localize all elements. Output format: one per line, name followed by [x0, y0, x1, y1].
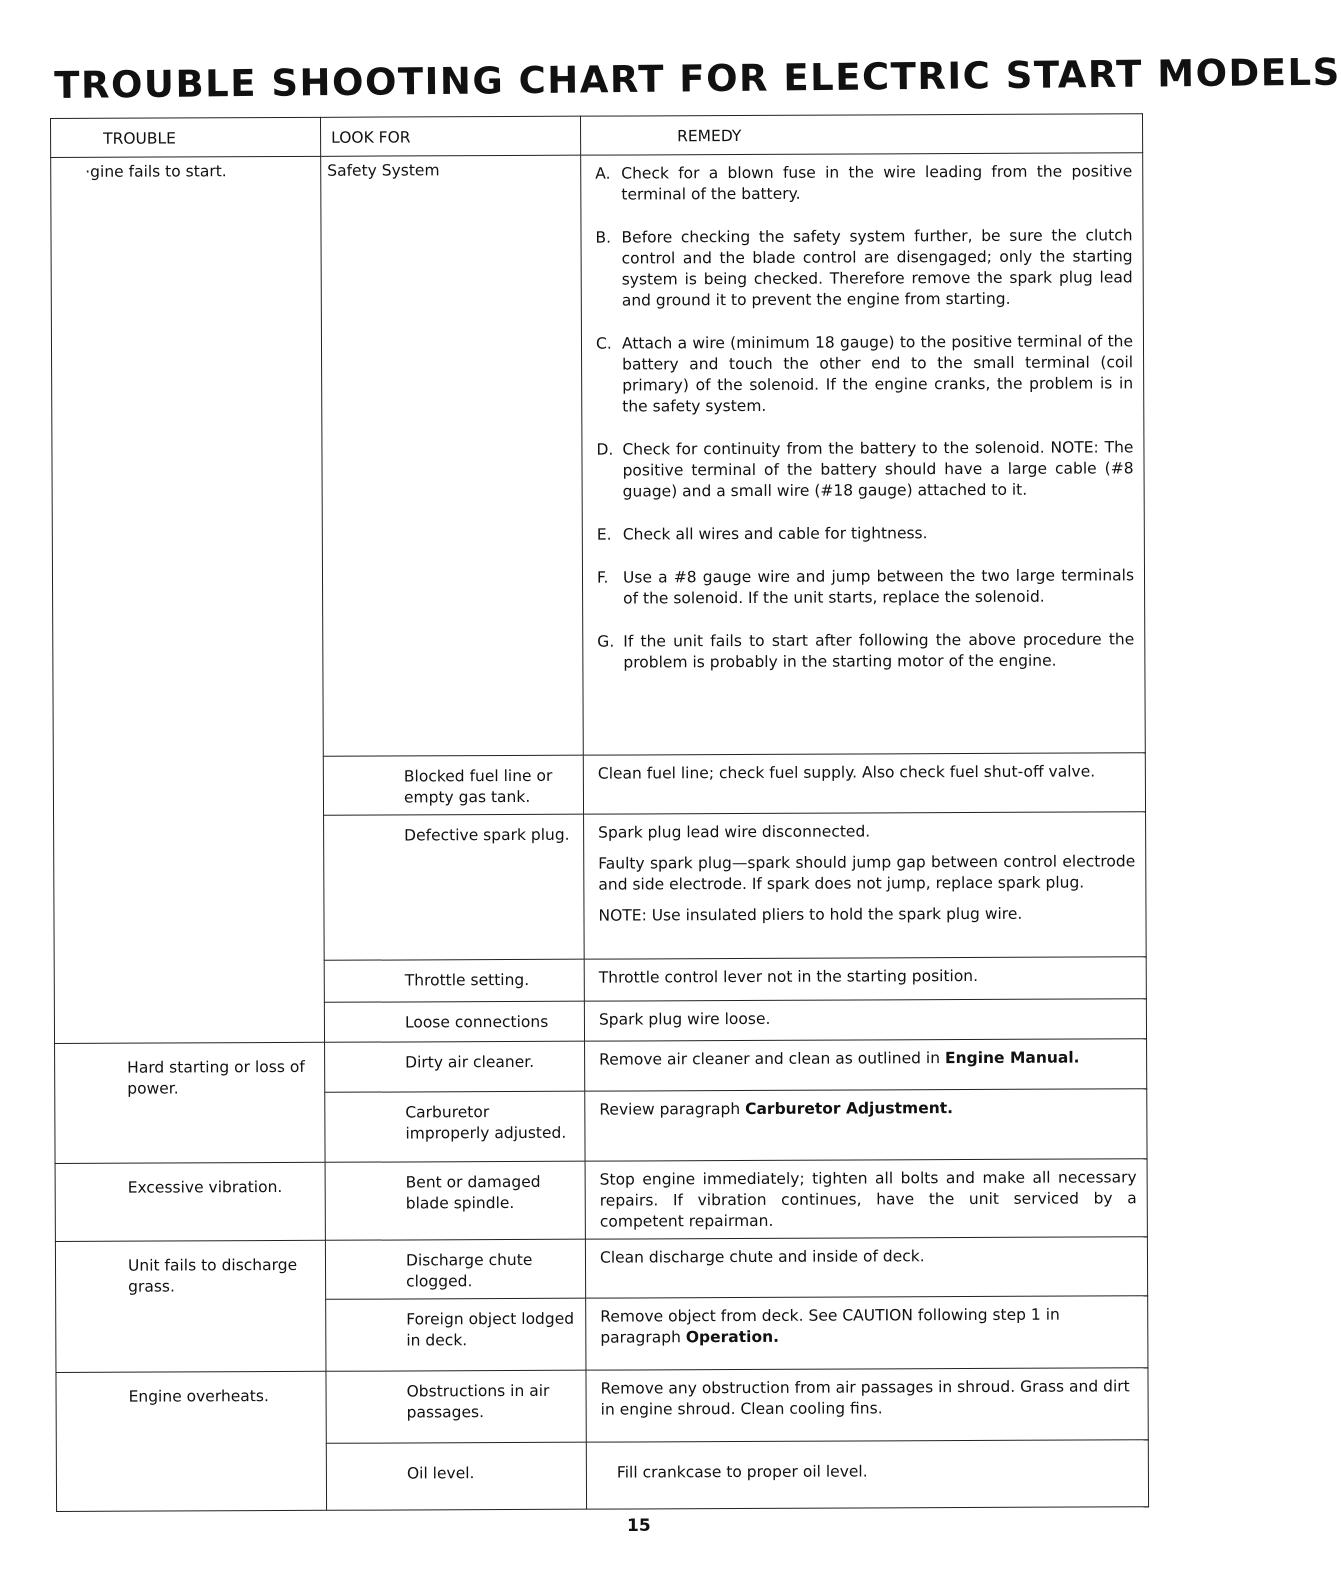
- remedy-cell: Stop engine immediately; tighten all bolts and make all necessary repairs. If vibration continues, have the unit serviced by a competent repairman.: [585, 1159, 1147, 1239]
- remedy-cell: [581, 153, 1146, 755]
- page-number: 15: [627, 1516, 651, 1536]
- remedy-reference: Carburetor Adjustment.: [745, 1099, 954, 1118]
- step-letter: F.: [596, 568, 609, 587]
- look-for-cell: Blocked fuel line or empty gas tank.: [323, 755, 583, 815]
- remedy-cell: Clean discharge chute and inside of deck.: [585, 1237, 1147, 1298]
- table-row: [55, 1237, 1147, 1301]
- page-title: TROUBLE SHOOTING CHART FOR ELECTRIC START MODELS: [54, 50, 1341, 107]
- look-for-cell: Dirty air cleaner.: [325, 1041, 585, 1092]
- trouble-shooting-table: [50, 113, 1149, 1512]
- remedy-reference: Engine Manual.: [944, 1048, 1080, 1068]
- remedy-cell: Spark plug wire loose.: [584, 999, 1146, 1041]
- remedy-paragraph: Faulty spark plug—spark should jump gap between control electrode and side electrode. If spark does not jump, replace spark plug.: [598, 852, 1136, 894]
- step-text: Check all wires and cable for tightness.: [622, 524, 928, 544]
- table-row: [55, 1039, 1147, 1094]
- look-for-cell: Oil level.: [326, 1442, 586, 1510]
- remedy-step: [595, 161, 1132, 205]
- look-for-cell: Foreign object lodged in deck.: [326, 1298, 586, 1371]
- trouble-cell: Unit fails to discharge grass.: [55, 1240, 326, 1372]
- header-trouble: TROUBLE: [51, 117, 321, 157]
- remedy-step: [596, 437, 1133, 502]
- step-letter: D.: [596, 440, 614, 459]
- step-text: Use a #8 gauge wire and jump between the two large terminals of the solenoid. If the unit starts, replace the solenoid.: [622, 566, 1135, 608]
- remedy-cell: [586, 1296, 1148, 1370]
- remedy-step: [596, 331, 1133, 417]
- table-row: [56, 1368, 1148, 1445]
- look-for-cell: Throttle setting.: [324, 959, 584, 1002]
- remedy-cell: Throttle control lever not in the starting position.: [584, 957, 1146, 1001]
- step-letter: B.: [595, 228, 612, 247]
- trouble-cell: Hard starting or loss of power.: [55, 1042, 326, 1163]
- remedy-cell: [584, 812, 1147, 959]
- trouble-cell: Excessive vibration.: [55, 1162, 325, 1241]
- remedy-step: [597, 522, 1134, 545]
- look-for-cell: Obstructions in air passages.: [326, 1370, 586, 1443]
- step-text: If the unit fails to start after following the above procedure the problem is probably in the starting motor of the engine.: [623, 630, 1135, 672]
- remedy-reference: Operation.: [685, 1327, 780, 1347]
- look-for-cell: Carburetor improperly adjusted.: [325, 1091, 585, 1162]
- remedy-paragraph: NOTE: Use insulated pliers to hold the spark plug wire.: [598, 904, 1023, 925]
- table-row: [55, 1159, 1147, 1242]
- step-letter: A.: [595, 164, 611, 183]
- remedy-step: [597, 629, 1134, 673]
- header-look-for: LOOK FOR: [320, 116, 580, 156]
- remedy-text: Review paragraph: [599, 1099, 746, 1119]
- step-letter: C.: [595, 334, 612, 353]
- look-for-cell: Bent or damaged blade spindle.: [325, 1161, 585, 1240]
- look-for-cell: Safety System: [321, 155, 584, 756]
- table-row: [51, 153, 1146, 758]
- remedy-text: Remove object from deck. See CAUTION following step 1 in paragraph: [600, 1305, 1060, 1347]
- look-for-cell: Discharge chute clogged.: [325, 1239, 585, 1299]
- step-text: Before checking the safety system further, be sure the clutch control and the blade control are disengaged; only the starting system is being checked. Therefore remove the spark plug lead and ground it to prevent the engine from starting.: [621, 226, 1133, 310]
- header-remedy: REMEDY: [580, 114, 1142, 155]
- remedy-cell: [585, 1039, 1147, 1091]
- trouble-cell: Engine overheats.: [56, 1371, 327, 1511]
- remedy-step: [597, 565, 1134, 609]
- remedy-paragraph: Spark plug lead wire disconnected.: [598, 822, 871, 842]
- remedy-step: [595, 225, 1132, 311]
- trouble-cell: ·gine fails to start.: [51, 156, 325, 1043]
- table-header-row: [51, 114, 1143, 158]
- remedy-cell: Clean fuel line; check fuel supply. Also check fuel shut-off valve.: [583, 753, 1145, 814]
- remedy-cell: [585, 1089, 1147, 1161]
- look-for-cell: Loose connections: [324, 1001, 584, 1042]
- step-letter: G.: [597, 632, 615, 651]
- remedy-cell: Fill crankcase to proper oil level.: [586, 1440, 1148, 1509]
- look-for-cell: Defective spark plug.: [324, 814, 585, 960]
- remedy-cell: Remove any obstruction from air passages in shroud. Grass and dirt in engine shroud. Clean cooling fins.: [586, 1368, 1148, 1442]
- remedy-text: Remove air cleaner and clean as outlined in: [599, 1049, 945, 1069]
- step-text: Check for a blown fuse in the wire leading from the positive terminal of the battery.: [621, 162, 1133, 204]
- step-text: Check for continuity from the battery to the solenoid. NOTE: The positive terminal of the battery should have a large cable (#8 guage) and a small wire (#18 gauge) attached to it.: [622, 438, 1134, 501]
- step-letter: E.: [596, 525, 612, 544]
- step-text: Attach a wire (minimum 18 gauge) to the positive terminal of the battery and touch the other end to the small terminal (coil primary) of the solenoid. If the engine cranks, the problem is in the safety system.: [621, 332, 1134, 416]
